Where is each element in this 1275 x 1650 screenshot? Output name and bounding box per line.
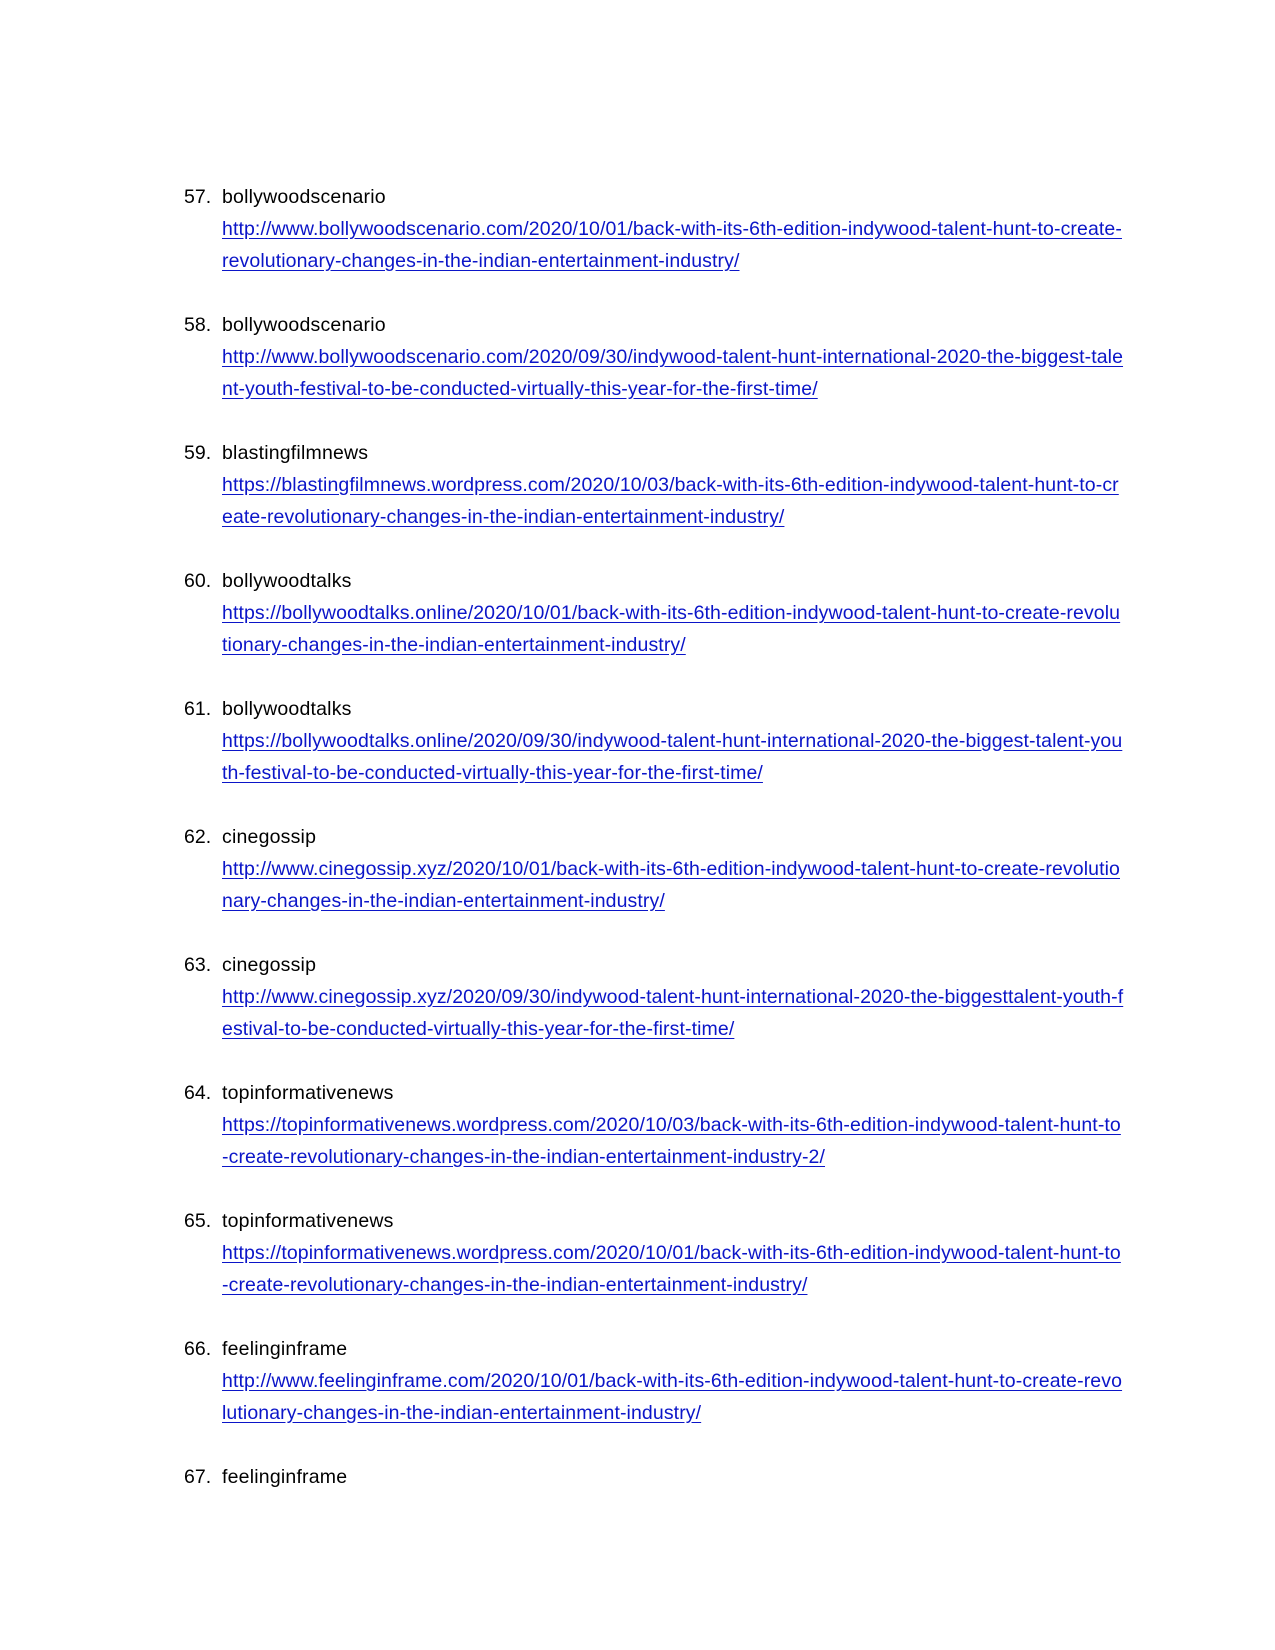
article-link[interactable]: https://bollywoodtalks.online/2020/10/01/back-with-its-6th-edition-indywood-talent-hunt-to-create-revolutionary-changes-in-the-indian-entertainment-industry/ — [222, 602, 1121, 656]
item-number: 67. — [184, 1466, 212, 1488]
article-link[interactable]: http://www.bollywoodscenario.com/2020/10/01/back-with-its-6th-edition-indywood-talent-hunt-to-create-revolutionary-changes-in-the-indian-entertainment-industry/ — [222, 218, 1122, 272]
site-name: topinformativenews — [222, 1082, 394, 1104]
site-name: blastingfilmnews — [222, 442, 369, 464]
list-item — [184, 181, 1124, 277]
site-name: bollywoodtalks — [222, 698, 352, 720]
item-number: 61. — [184, 698, 212, 720]
article-link[interactable]: https://topinformativenews.wordpress.com/2020/10/03/back-with-its-6th-edition-indywood-talent-hunt-to-create-revolutionary-changes-in-the-indian-entertainment-industry-2/ — [222, 1114, 1121, 1168]
article-link[interactable]: https://bollywoodtalks.online/2020/09/30/indywood-talent-hunt-international-2020-the-biggest-talent-youth-festival-to-be-conducted-virtually-this-year-for-the-first-time/ — [222, 730, 1123, 784]
list-item — [184, 949, 1124, 1045]
list-item — [184, 565, 1124, 661]
article-link[interactable]: http://www.bollywoodscenario.com/2020/09/30/indywood-talent-hunt-international-2020-the-biggest-talent-youth-festival-to-be-conducted-virtually-this-year-for-the-first-time/ — [222, 346, 1124, 400]
item-number: 62. — [184, 826, 212, 848]
list-item — [184, 1205, 1124, 1301]
site-name: feelinginframe — [222, 1338, 348, 1360]
article-link[interactable]: http://www.cinegossip.xyz/2020/10/01/back-with-its-6th-edition-indywood-talent-hunt-to-create-revolutionary-changes-in-the-indian-entertainment-industry/ — [222, 858, 1120, 912]
list-item — [184, 1461, 1124, 1493]
article-link[interactable]: https://topinformativenews.wordpress.com/2020/10/01/back-with-its-6th-edition-indywood-talent-hunt-to-create-revolutionary-changes-in-the-indian-entertainment-industry/ — [222, 1242, 1121, 1296]
site-name: feelinginframe — [222, 1466, 348, 1488]
item-number: 60. — [184, 570, 212, 592]
list-item — [184, 1077, 1124, 1173]
item-number: 57. — [184, 186, 212, 208]
site-name: bollywoodscenario — [222, 186, 386, 208]
site-name: topinformativenews — [222, 1210, 394, 1232]
site-name: bollywoodtalks — [222, 570, 352, 592]
item-number: 64. — [184, 1082, 212, 1104]
article-link[interactable]: http://www.feelinginframe.com/2020/10/01/back-with-its-6th-edition-indywood-talent-hunt-to-create-revolutionary-changes-in-the-indian-entertainment-industry/ — [222, 1370, 1123, 1424]
list-item — [184, 693, 1124, 789]
article-link[interactable]: https://blastingfilmnews.wordpress.com/2020/10/03/back-with-its-6th-edition-indywood-talent-hunt-to-create-revolutionary-changes-in-the-indian-entertainment-industry/ — [222, 474, 1119, 528]
site-name: cinegossip — [222, 826, 317, 848]
item-number: 58. — [184, 314, 212, 336]
site-name: bollywoodscenario — [222, 314, 386, 336]
item-number: 66. — [184, 1338, 212, 1360]
item-number: 63. — [184, 954, 212, 976]
list-item — [184, 821, 1124, 917]
list-item — [184, 437, 1124, 533]
article-link[interactable]: http://www.cinegossip.xyz/2020/09/30/indywood-talent-hunt-international-2020-the-biggesttalent-youth-festival-to-be-conducted-virtually-this-year-for-the-first-time/ — [222, 986, 1124, 1040]
list-item — [184, 309, 1124, 405]
item-number: 65. — [184, 1210, 212, 1232]
item-number: 59. — [184, 442, 212, 464]
site-name: cinegossip — [222, 954, 317, 976]
link-list — [184, 181, 1124, 1525]
list-item — [184, 1333, 1124, 1429]
